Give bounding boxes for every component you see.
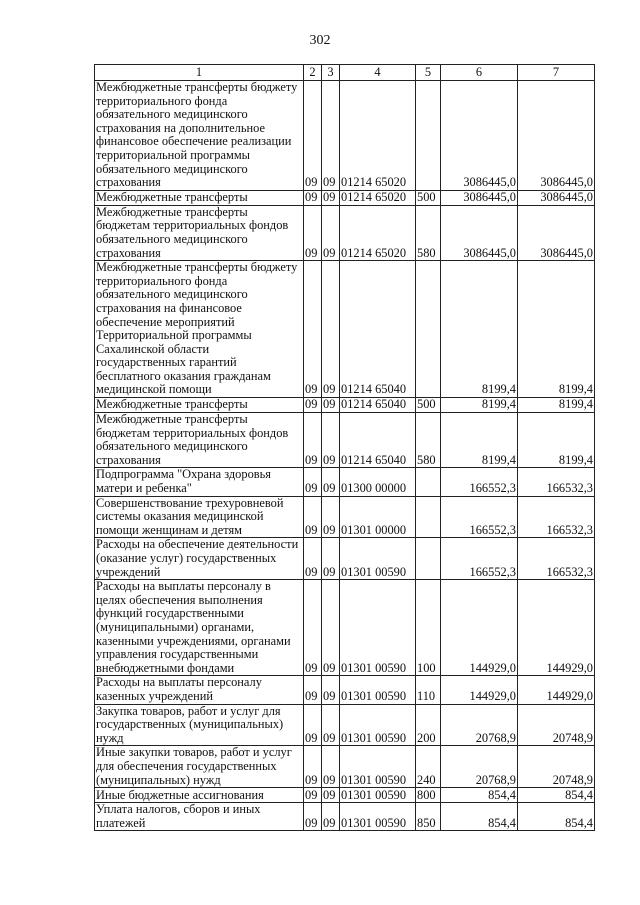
row-target-code-cell: 01214 65020 — [340, 205, 416, 260]
page-number: 302 — [309, 33, 331, 48]
row-target-code-cell: 01214 65040 — [340, 413, 416, 468]
row-chapter-cell: 09 — [304, 746, 322, 788]
row-expense-type-cell — [416, 538, 441, 580]
row-name-cell: Межбюджетные трансферты бюджету территориального фонда обязательного медицинского страхования на финансовое обеспечение мероприятий Территориальной программы Сахалинской области государственных гарантий бесплатного оказания гражданам медицинской помощи — [95, 261, 304, 398]
row-expense-type-cell: 500 — [416, 190, 441, 205]
row-name-cell: Уплата налогов, сборов и иных платежей — [95, 803, 304, 831]
header-cell: 6 — [441, 65, 518, 81]
row-amount-2-cell: 166532,3 — [518, 496, 595, 538]
row-section-cell: 09 — [322, 746, 340, 788]
header-cell: 1 — [95, 65, 304, 81]
row-amount-1-cell: 166552,3 — [441, 538, 518, 580]
row-name-cell: Межбюджетные трансферты бюджету территориального фонда обязательного медицинского страхования на дополнительное финансовое обеспечение реализации территориальной программы обязательного медицинского страхования — [95, 81, 304, 191]
row-amount-2-cell: 166532,3 — [518, 468, 595, 496]
row-target-code-cell: 01301 00590 — [340, 538, 416, 580]
row-amount-2-cell: 3086445,0 — [518, 81, 595, 191]
row-target-code-cell: 01214 65040 — [340, 398, 416, 413]
row-target-code-cell: 01301 00590 — [340, 788, 416, 803]
row-amount-2-cell: 8199,4 — [518, 413, 595, 468]
row-chapter-cell: 09 — [304, 398, 322, 413]
row-expense-type-cell — [416, 468, 441, 496]
row-expense-type-cell: 800 — [416, 788, 441, 803]
row-expense-type-cell: 240 — [416, 746, 441, 788]
row-name-cell: Межбюджетные трансферты — [95, 398, 304, 413]
row-chapter-cell: 09 — [304, 413, 322, 468]
table-row — [95, 538, 595, 580]
table-row — [95, 398, 595, 413]
row-amount-1-cell: 8199,4 — [441, 398, 518, 413]
table-row — [95, 676, 595, 704]
row-expense-type-cell: 500 — [416, 398, 441, 413]
row-amount-1-cell: 20768,9 — [441, 704, 518, 746]
row-expense-type-cell: 850 — [416, 803, 441, 831]
table-row — [95, 788, 595, 803]
row-name-cell: Иные закупки товаров, работ и услуг для обеспечения государственных (муниципальных) нужд — [95, 746, 304, 788]
row-name-cell: Подпрограмма "Охрана здоровья матери и ребенка" — [95, 468, 304, 496]
row-amount-2-cell: 144929,0 — [518, 580, 595, 676]
row-expense-type-cell — [416, 81, 441, 191]
row-target-code-cell: 01301 00590 — [340, 676, 416, 704]
row-target-code-cell: 01214 65020 — [340, 81, 416, 191]
row-section-cell: 09 — [322, 580, 340, 676]
row-name-cell: Межбюджетные трансферты бюджетам территориальных фондов обязательного медицинского страхования — [95, 205, 304, 260]
row-expense-type-cell: 100 — [416, 580, 441, 676]
row-target-code-cell: 01301 00590 — [340, 803, 416, 831]
row-expense-type-cell: 580 — [416, 413, 441, 468]
row-chapter-cell: 09 — [304, 205, 322, 260]
row-amount-2-cell: 3086445,0 — [518, 205, 595, 260]
row-target-code-cell: 01301 00000 — [340, 496, 416, 538]
table-row — [95, 580, 595, 676]
row-target-code-cell: 01301 00590 — [340, 704, 416, 746]
row-name-cell: Межбюджетные трансферты — [95, 190, 304, 205]
row-target-code-cell: 01300 00000 — [340, 468, 416, 496]
table-row — [95, 746, 595, 788]
row-amount-1-cell: 8199,4 — [441, 413, 518, 468]
row-chapter-cell: 09 — [304, 803, 322, 831]
row-expense-type-cell — [416, 496, 441, 538]
row-amount-1-cell: 3086445,0 — [441, 205, 518, 260]
header-cell: 2 — [304, 65, 322, 81]
row-section-cell: 09 — [322, 413, 340, 468]
row-amount-1-cell: 854,4 — [441, 803, 518, 831]
row-name-cell: Расходы на выплаты персоналу в целях обеспечения выполнения функций государственными (муниципальными) органами, казенными учреждениями, органами управления государственными внебюджетными фондами — [95, 580, 304, 676]
row-target-code-cell: 01214 65020 — [340, 190, 416, 205]
row-target-code-cell: 01301 00590 — [340, 580, 416, 676]
row-target-code-cell: 01214 65040 — [340, 261, 416, 398]
row-name-cell: Расходы на обеспечение деятельности (оказание услуг) государственных учреждений — [95, 538, 304, 580]
row-amount-1-cell: 8199,4 — [441, 261, 518, 398]
header-row — [95, 65, 595, 81]
row-section-cell: 09 — [322, 261, 340, 398]
row-expense-type-cell: 200 — [416, 704, 441, 746]
row-amount-1-cell: 854,4 — [441, 788, 518, 803]
row-name-cell: Расходы на выплаты персоналу казенных учреждений — [95, 676, 304, 704]
table-row — [95, 704, 595, 746]
row-expense-type-cell — [416, 261, 441, 398]
table-row — [95, 81, 595, 191]
table-row — [95, 803, 595, 831]
header-cell: 4 — [340, 65, 416, 81]
row-amount-2-cell: 854,4 — [518, 803, 595, 831]
row-chapter-cell: 09 — [304, 676, 322, 704]
row-amount-2-cell: 3086445,0 — [518, 190, 595, 205]
row-expense-type-cell: 580 — [416, 205, 441, 260]
row-target-code-cell: 01301 00590 — [340, 746, 416, 788]
row-name-cell: Межбюджетные трансферты бюджетам территориальных фондов обязательного медицинского страхования — [95, 413, 304, 468]
row-chapter-cell: 09 — [304, 580, 322, 676]
row-amount-2-cell: 8199,4 — [518, 261, 595, 398]
header-cell: 7 — [518, 65, 595, 81]
row-section-cell: 09 — [322, 538, 340, 580]
table-row — [95, 261, 595, 398]
row-section-cell: 09 — [322, 704, 340, 746]
row-amount-1-cell: 166552,3 — [441, 496, 518, 538]
row-chapter-cell: 09 — [304, 190, 322, 205]
row-amount-1-cell: 3086445,0 — [441, 190, 518, 205]
row-chapter-cell: 09 — [304, 81, 322, 191]
header-cell: 3 — [322, 65, 340, 81]
row-amount-2-cell: 144929,0 — [518, 676, 595, 704]
row-chapter-cell: 09 — [304, 496, 322, 538]
row-chapter-cell: 09 — [304, 704, 322, 746]
row-section-cell: 09 — [322, 496, 340, 538]
row-chapter-cell: 09 — [304, 261, 322, 398]
row-amount-2-cell: 20748,9 — [518, 704, 595, 746]
budget-table — [94, 64, 595, 831]
row-section-cell: 09 — [322, 788, 340, 803]
row-chapter-cell: 09 — [304, 788, 322, 803]
row-amount-1-cell: 3086445,0 — [441, 81, 518, 191]
row-section-cell: 09 — [322, 803, 340, 831]
row-name-cell: Иные бюджетные ассигнования — [95, 788, 304, 803]
row-section-cell: 09 — [322, 205, 340, 260]
row-amount-2-cell: 854,4 — [518, 788, 595, 803]
row-section-cell: 09 — [322, 468, 340, 496]
table-row — [95, 413, 595, 468]
table-row — [95, 496, 595, 538]
row-amount-2-cell: 166532,3 — [518, 538, 595, 580]
row-amount-1-cell: 144929,0 — [441, 580, 518, 676]
row-amount-1-cell: 144929,0 — [441, 676, 518, 704]
row-section-cell: 09 — [322, 398, 340, 413]
row-section-cell: 09 — [322, 676, 340, 704]
table-row — [95, 468, 595, 496]
row-section-cell: 09 — [322, 81, 340, 191]
table-row — [95, 205, 595, 260]
header-cell: 5 — [416, 65, 441, 81]
row-chapter-cell: 09 — [304, 468, 322, 496]
row-amount-2-cell: 8199,4 — [518, 398, 595, 413]
row-name-cell: Закупка товаров, работ и услуг для государственных (муниципальных) нужд — [95, 704, 304, 746]
table-row — [95, 190, 595, 205]
table-body — [95, 81, 595, 831]
row-section-cell: 09 — [322, 190, 340, 205]
row-amount-1-cell: 166552,3 — [441, 468, 518, 496]
row-amount-1-cell: 20768,9 — [441, 746, 518, 788]
row-name-cell: Совершенствование трехуровневой системы оказания медицинской помощи женщинам и детям — [95, 496, 304, 538]
row-expense-type-cell: 110 — [416, 676, 441, 704]
row-chapter-cell: 09 — [304, 538, 322, 580]
row-amount-2-cell: 20748,9 — [518, 746, 595, 788]
